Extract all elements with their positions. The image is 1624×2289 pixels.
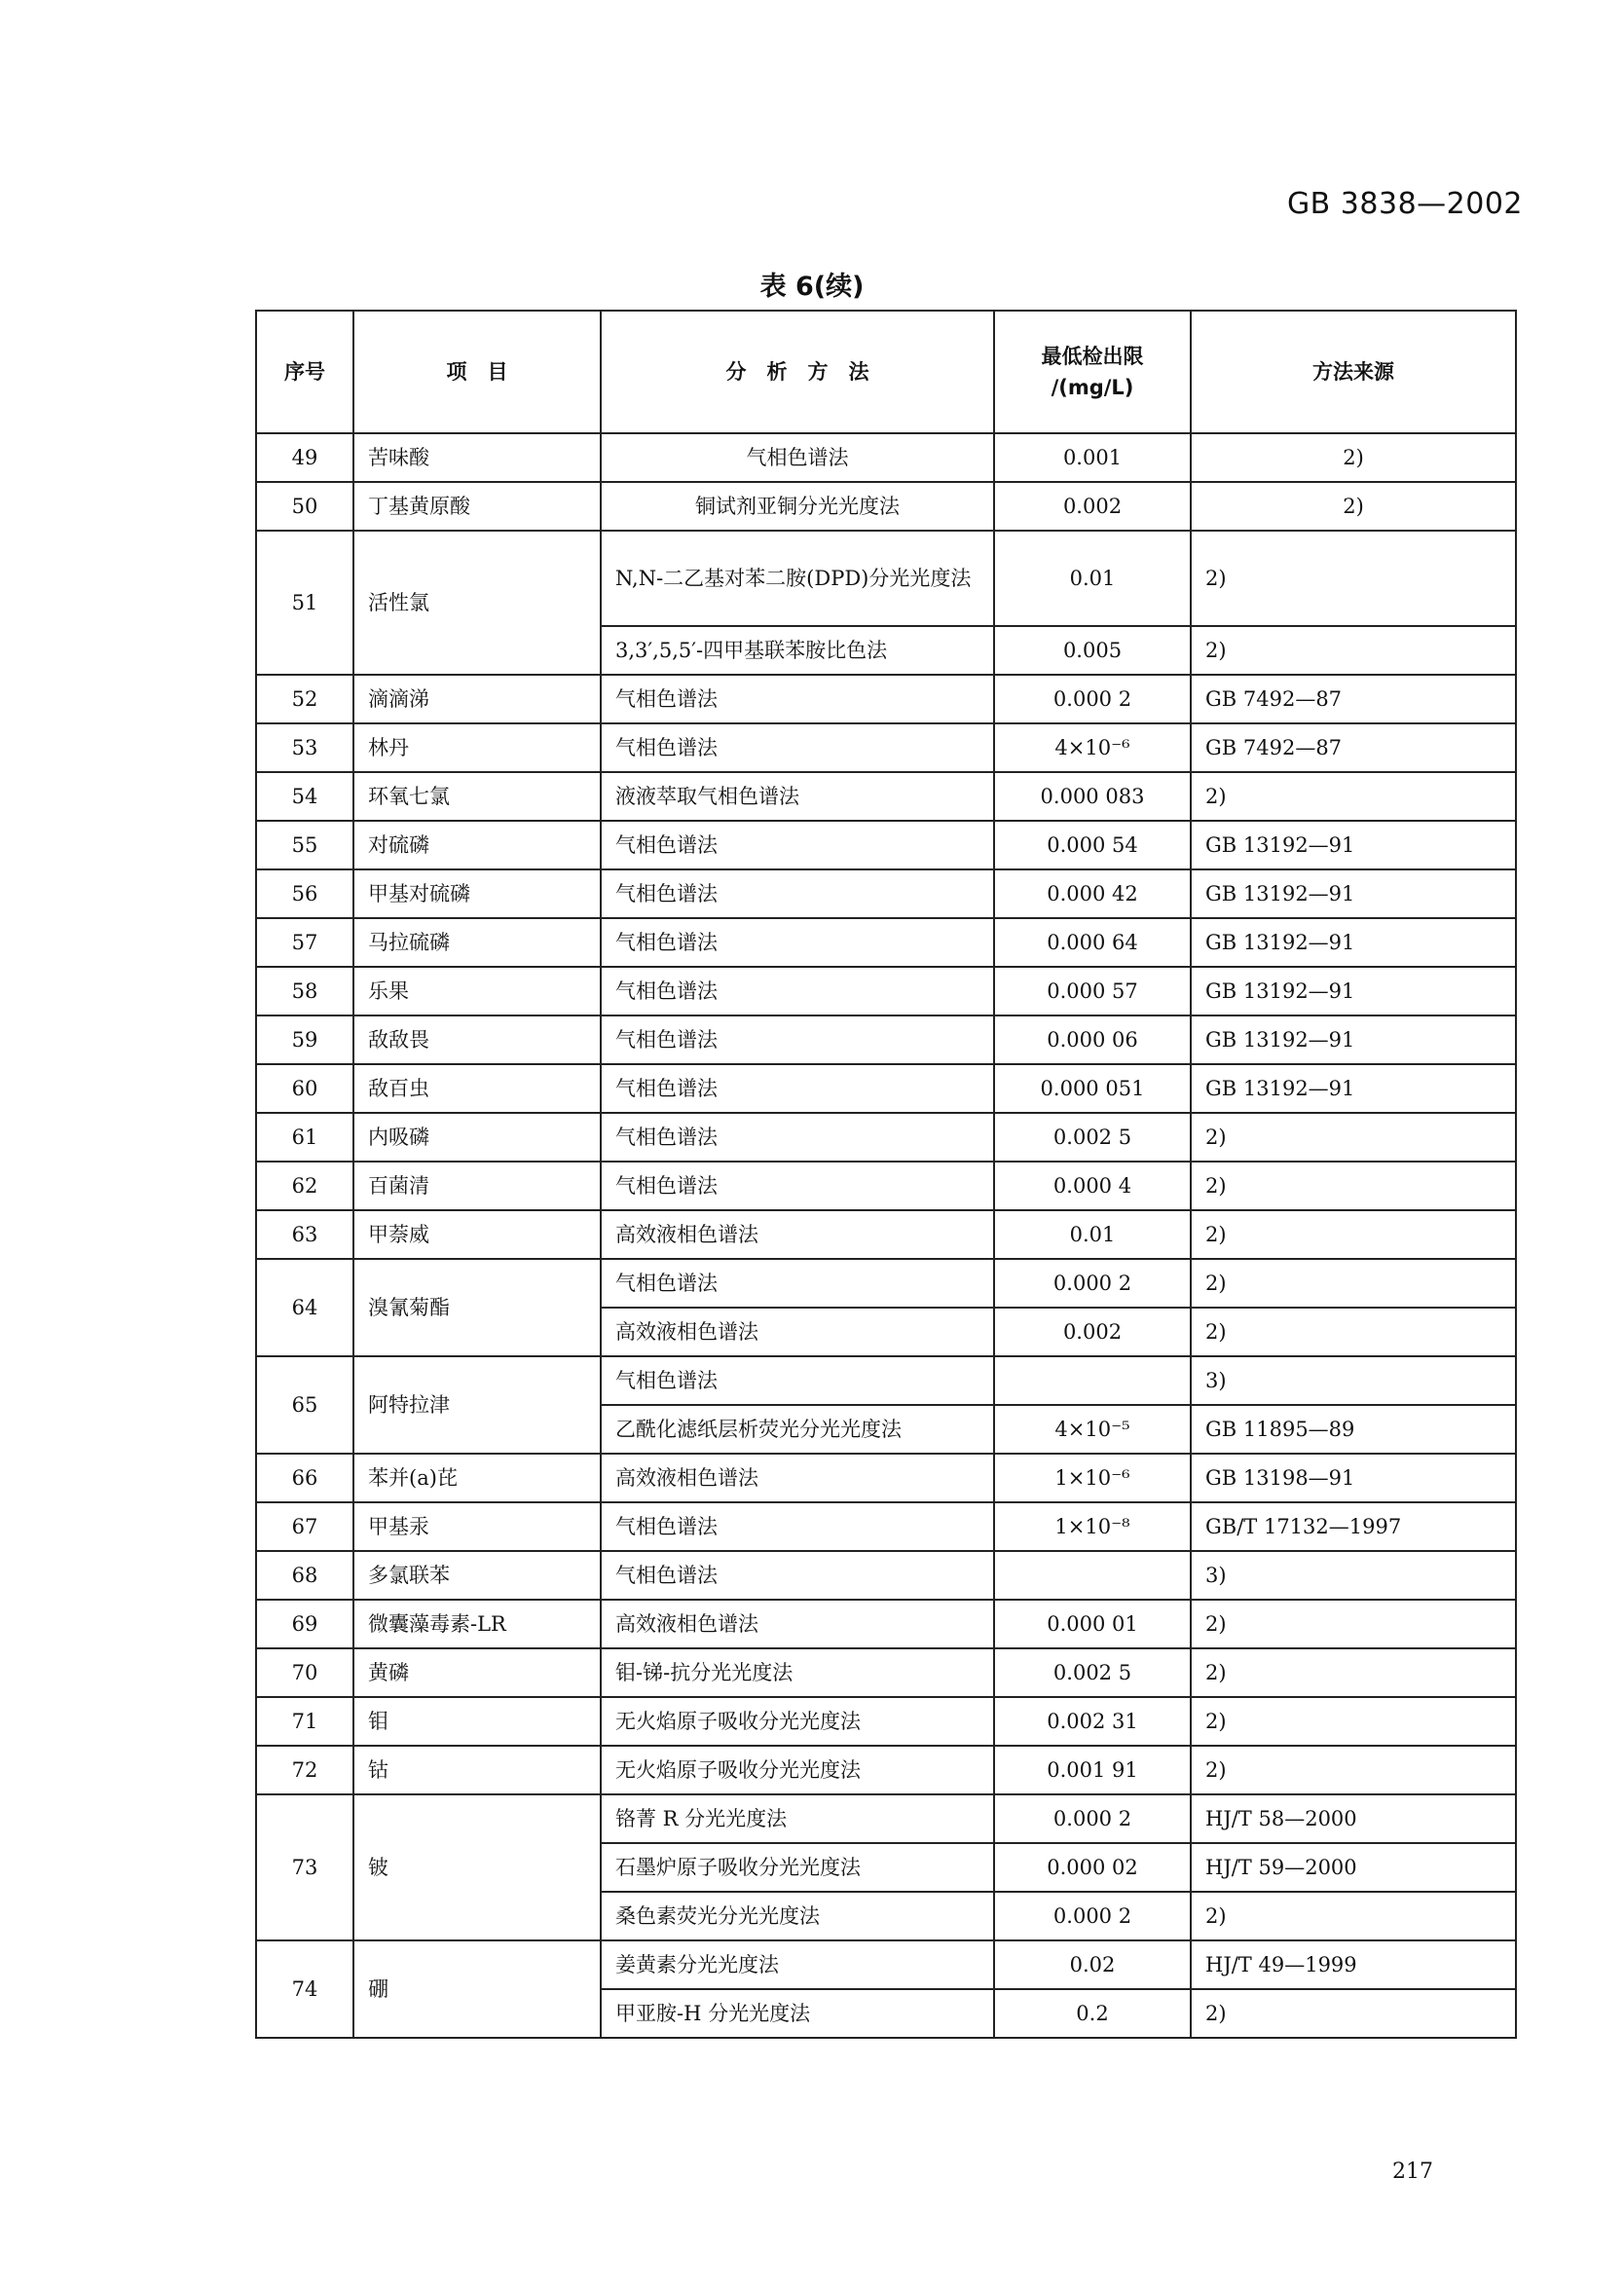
cell-item: 苦味酸 bbox=[353, 433, 601, 482]
cell-item: 溴氰菊酯 bbox=[353, 1259, 601, 1356]
cell-seq: 51 bbox=[256, 531, 353, 675]
cell-limit: 0.001 bbox=[994, 433, 1191, 482]
cell-source: HJ/T 58—2000 bbox=[1191, 1794, 1516, 1843]
cell-method: 铜试剂亚铜分光光度法 bbox=[601, 482, 994, 531]
cell-limit: 0.002 bbox=[994, 1308, 1191, 1356]
cell-method: 气相色谱法 bbox=[601, 723, 994, 772]
cell-item: 环氧七氯 bbox=[353, 772, 601, 821]
cell-method: 无火焰原子吸收分光光度法 bbox=[601, 1697, 994, 1746]
cell-item: 对硫磷 bbox=[353, 821, 601, 869]
column-header-limit-line2: /(mg/L) bbox=[1051, 376, 1134, 399]
table-row bbox=[256, 675, 1516, 723]
cell-limit: 0.002 5 bbox=[994, 1113, 1191, 1162]
column-header-source: 方法来源 bbox=[1191, 311, 1516, 433]
table-row bbox=[256, 1162, 1516, 1210]
table-row bbox=[256, 821, 1516, 869]
table-row bbox=[256, 1113, 1516, 1162]
table-row bbox=[256, 531, 1516, 626]
cell-source: 2) bbox=[1191, 1648, 1516, 1697]
cell-limit: 0.000 2 bbox=[994, 675, 1191, 723]
cell-seq: 70 bbox=[256, 1648, 353, 1697]
cell-source: GB 11895—89 bbox=[1191, 1405, 1516, 1454]
cell-item: 活性氯 bbox=[353, 531, 601, 675]
cell-method: 高效液相色谱法 bbox=[601, 1600, 994, 1648]
column-header-limit bbox=[994, 311, 1191, 433]
cell-seq: 60 bbox=[256, 1064, 353, 1113]
cell-seq: 67 bbox=[256, 1502, 353, 1551]
table-row bbox=[256, 1454, 1516, 1502]
table-row bbox=[256, 1697, 1516, 1746]
cell-item: 硼 bbox=[353, 1940, 601, 2038]
cell-method: 铬菁 R 分光光度法 bbox=[601, 1794, 994, 1843]
cell-seq: 64 bbox=[256, 1259, 353, 1356]
table-row bbox=[256, 1502, 1516, 1551]
cell-source: GB 13198—91 bbox=[1191, 1454, 1516, 1502]
cell-method: 气相色谱法 bbox=[601, 967, 994, 1015]
cell-seq: 66 bbox=[256, 1454, 353, 1502]
cell-method: N,N-二乙基对苯二胺(DPD)分光光度法 bbox=[601, 531, 994, 626]
cell-source: 2) bbox=[1191, 1989, 1516, 2038]
cell-source: 2) bbox=[1191, 1113, 1516, 1162]
column-header-item: 项 目 bbox=[353, 311, 601, 433]
cell-source: GB 13192—91 bbox=[1191, 1064, 1516, 1113]
cell-item: 百菌清 bbox=[353, 1162, 601, 1210]
cell-seq: 52 bbox=[256, 675, 353, 723]
standard-code: GB 3838—2002 bbox=[1286, 187, 1523, 221]
table-row bbox=[256, 1746, 1516, 1794]
cell-limit: 0.000 4 bbox=[994, 1162, 1191, 1210]
cell-source: GB 7492—87 bbox=[1191, 675, 1516, 723]
table-row bbox=[256, 1259, 1516, 1308]
cell-limit: 0.005 bbox=[994, 626, 1191, 675]
table-row bbox=[256, 772, 1516, 821]
cell-source: GB 13192—91 bbox=[1191, 869, 1516, 918]
cell-method: 气相色谱法 bbox=[601, 1551, 994, 1600]
cell-seq: 61 bbox=[256, 1113, 353, 1162]
cell-source: 2) bbox=[1191, 1162, 1516, 1210]
cell-limit: 0.002 5 bbox=[994, 1648, 1191, 1697]
cell-limit: 0.000 051 bbox=[994, 1064, 1191, 1113]
cell-seq: 71 bbox=[256, 1697, 353, 1746]
cell-method: 钼-锑-抗分光光度法 bbox=[601, 1648, 994, 1697]
cell-item: 苯并(a)芘 bbox=[353, 1454, 601, 1502]
cell-limit: 0.000 01 bbox=[994, 1600, 1191, 1648]
cell-method: 气相色谱法 bbox=[601, 1113, 994, 1162]
cell-item: 甲基汞 bbox=[353, 1502, 601, 1551]
cell-limit: 4×10⁻⁵ bbox=[994, 1405, 1191, 1454]
cell-source: 2) bbox=[1191, 433, 1516, 482]
cell-limit: 0.2 bbox=[994, 1989, 1191, 2038]
cell-limit: 0.001 91 bbox=[994, 1746, 1191, 1794]
cell-seq: 57 bbox=[256, 918, 353, 967]
cell-seq: 62 bbox=[256, 1162, 353, 1210]
column-header-seq: 序号 bbox=[256, 311, 353, 433]
cell-seq: 58 bbox=[256, 967, 353, 1015]
cell-limit: 0.000 42 bbox=[994, 869, 1191, 918]
table-row bbox=[256, 1648, 1516, 1697]
cell-source: GB 13192—91 bbox=[1191, 918, 1516, 967]
table-row bbox=[256, 1600, 1516, 1648]
cell-item: 微囊藻毒素-LR bbox=[353, 1600, 601, 1648]
cell-limit: 0.000 57 bbox=[994, 967, 1191, 1015]
cell-source: 2) bbox=[1191, 1892, 1516, 1940]
cell-seq: 73 bbox=[256, 1794, 353, 1940]
cell-seq: 56 bbox=[256, 869, 353, 918]
cell-method: 高效液相色谱法 bbox=[601, 1210, 994, 1259]
table-row bbox=[256, 967, 1516, 1015]
cell-limit: 0.000 2 bbox=[994, 1259, 1191, 1308]
table-header-row bbox=[256, 311, 1516, 433]
cell-seq: 53 bbox=[256, 723, 353, 772]
cell-method: 高效液相色谱法 bbox=[601, 1454, 994, 1502]
cell-limit: 4×10⁻⁶ bbox=[994, 723, 1191, 772]
cell-seq: 72 bbox=[256, 1746, 353, 1794]
table-caption: 表 6(续) bbox=[759, 272, 865, 302]
cell-method: 气相色谱法 bbox=[601, 869, 994, 918]
cell-method: 高效液相色谱法 bbox=[601, 1308, 994, 1356]
cell-seq: 63 bbox=[256, 1210, 353, 1259]
cell-seq: 74 bbox=[256, 1940, 353, 2038]
cell-item: 林丹 bbox=[353, 723, 601, 772]
table-row bbox=[256, 1015, 1516, 1064]
cell-item: 多氯联苯 bbox=[353, 1551, 601, 1600]
cell-method: 无火焰原子吸收分光光度法 bbox=[601, 1746, 994, 1794]
cell-item: 滴滴涕 bbox=[353, 675, 601, 723]
cell-method: 3,3′,5,5′-四甲基联苯胺比色法 bbox=[601, 626, 994, 675]
table-row bbox=[256, 1356, 1516, 1405]
cell-seq: 49 bbox=[256, 433, 353, 482]
cell-limit: 0.01 bbox=[994, 1210, 1191, 1259]
cell-source: 3) bbox=[1191, 1356, 1516, 1405]
column-header-method: 分 析 方 法 bbox=[601, 311, 994, 433]
cell-method: 液液萃取气相色谱法 bbox=[601, 772, 994, 821]
cell-source: 2) bbox=[1191, 1746, 1516, 1794]
cell-item: 乐果 bbox=[353, 967, 601, 1015]
cell-item: 敌百虫 bbox=[353, 1064, 601, 1113]
cell-method: 气相色谱法 bbox=[601, 1064, 994, 1113]
cell-limit: 0.02 bbox=[994, 1940, 1191, 1989]
cell-source: 2) bbox=[1191, 482, 1516, 531]
cell-source: 2) bbox=[1191, 626, 1516, 675]
cell-item: 铍 bbox=[353, 1794, 601, 1940]
cell-method: 姜黄素分光光度法 bbox=[601, 1940, 994, 1989]
cell-limit: 0.01 bbox=[994, 531, 1191, 626]
cell-source: GB 7492—87 bbox=[1191, 723, 1516, 772]
cell-limit: 0.000 02 bbox=[994, 1843, 1191, 1892]
cell-item: 敌敌畏 bbox=[353, 1015, 601, 1064]
cell-method: 气相色谱法 bbox=[601, 821, 994, 869]
table-row bbox=[256, 482, 1516, 531]
cell-limit: 0.000 06 bbox=[994, 1015, 1191, 1064]
cell-source: GB/T 17132—1997 bbox=[1191, 1502, 1516, 1551]
cell-item: 马拉硫磷 bbox=[353, 918, 601, 967]
table-row bbox=[256, 918, 1516, 967]
cell-item: 甲萘威 bbox=[353, 1210, 601, 1259]
cell-seq: 55 bbox=[256, 821, 353, 869]
cell-source: GB 13192—91 bbox=[1191, 821, 1516, 869]
cell-limit: 0.000 54 bbox=[994, 821, 1191, 869]
cell-source: 2) bbox=[1191, 531, 1516, 626]
cell-item: 阿特拉津 bbox=[353, 1356, 601, 1454]
cell-method: 气相色谱法 bbox=[601, 1502, 994, 1551]
cell-method: 气相色谱法 bbox=[601, 918, 994, 967]
cell-source: HJ/T 49—1999 bbox=[1191, 1940, 1516, 1989]
cell-limit: 0.000 083 bbox=[994, 772, 1191, 821]
cell-limit: 1×10⁻⁶ bbox=[994, 1454, 1191, 1502]
column-header-limit-line1: 最低检出限 bbox=[1041, 345, 1144, 368]
cell-limit: 0.000 2 bbox=[994, 1892, 1191, 1940]
cell-method: 气相色谱法 bbox=[601, 1015, 994, 1064]
cell-source: 3) bbox=[1191, 1551, 1516, 1600]
cell-source: 2) bbox=[1191, 1210, 1516, 1259]
cell-seq: 59 bbox=[256, 1015, 353, 1064]
cell-seq: 65 bbox=[256, 1356, 353, 1454]
cell-limit bbox=[994, 1356, 1191, 1405]
table-row bbox=[256, 433, 1516, 482]
cell-seq: 54 bbox=[256, 772, 353, 821]
table-row bbox=[256, 1940, 1516, 1989]
cell-source: 2) bbox=[1191, 1600, 1516, 1648]
cell-method: 气相色谱法 bbox=[601, 1162, 994, 1210]
table-row bbox=[256, 1210, 1516, 1259]
cell-method: 甲亚胺-H 分光光度法 bbox=[601, 1989, 994, 2038]
analysis-methods-table bbox=[255, 310, 1517, 2039]
cell-limit: 0.002 bbox=[994, 482, 1191, 531]
cell-limit: 0.000 2 bbox=[994, 1794, 1191, 1843]
cell-limit bbox=[994, 1551, 1191, 1600]
cell-item: 钴 bbox=[353, 1746, 601, 1794]
cell-source: 2) bbox=[1191, 1697, 1516, 1746]
cell-method: 桑色素荧光分光光度法 bbox=[601, 1892, 994, 1940]
cell-source: HJ/T 59—2000 bbox=[1191, 1843, 1516, 1892]
cell-method: 乙酰化滤纸层析荧光分光光度法 bbox=[601, 1405, 994, 1454]
cell-limit: 1×10⁻⁸ bbox=[994, 1502, 1191, 1551]
cell-item: 丁基黄原酸 bbox=[353, 482, 601, 531]
page-number: 217 bbox=[1392, 2160, 1433, 2184]
cell-source: GB 13192—91 bbox=[1191, 1015, 1516, 1064]
table-row bbox=[256, 1794, 1516, 1843]
cell-method: 气相色谱法 bbox=[601, 433, 994, 482]
cell-limit: 0.002 31 bbox=[994, 1697, 1191, 1746]
cell-item: 甲基对硫磷 bbox=[353, 869, 601, 918]
cell-source: 2) bbox=[1191, 1259, 1516, 1308]
table-row bbox=[256, 1064, 1516, 1113]
cell-source: 2) bbox=[1191, 1308, 1516, 1356]
cell-method: 气相色谱法 bbox=[601, 1259, 994, 1308]
cell-method: 气相色谱法 bbox=[601, 675, 994, 723]
cell-seq: 69 bbox=[256, 1600, 353, 1648]
cell-seq: 50 bbox=[256, 482, 353, 531]
cell-method: 石墨炉原子吸收分光光度法 bbox=[601, 1843, 994, 1892]
cell-source: GB 13192—91 bbox=[1191, 967, 1516, 1015]
cell-item: 内吸磷 bbox=[353, 1113, 601, 1162]
table-row bbox=[256, 1551, 1516, 1600]
table-row bbox=[256, 723, 1516, 772]
cell-source: 2) bbox=[1191, 772, 1516, 821]
cell-limit: 0.000 64 bbox=[994, 918, 1191, 967]
cell-seq: 68 bbox=[256, 1551, 353, 1600]
table-row bbox=[256, 869, 1516, 918]
cell-item: 黄磷 bbox=[353, 1648, 601, 1697]
cell-method: 气相色谱法 bbox=[601, 1356, 994, 1405]
cell-item: 钼 bbox=[353, 1697, 601, 1746]
